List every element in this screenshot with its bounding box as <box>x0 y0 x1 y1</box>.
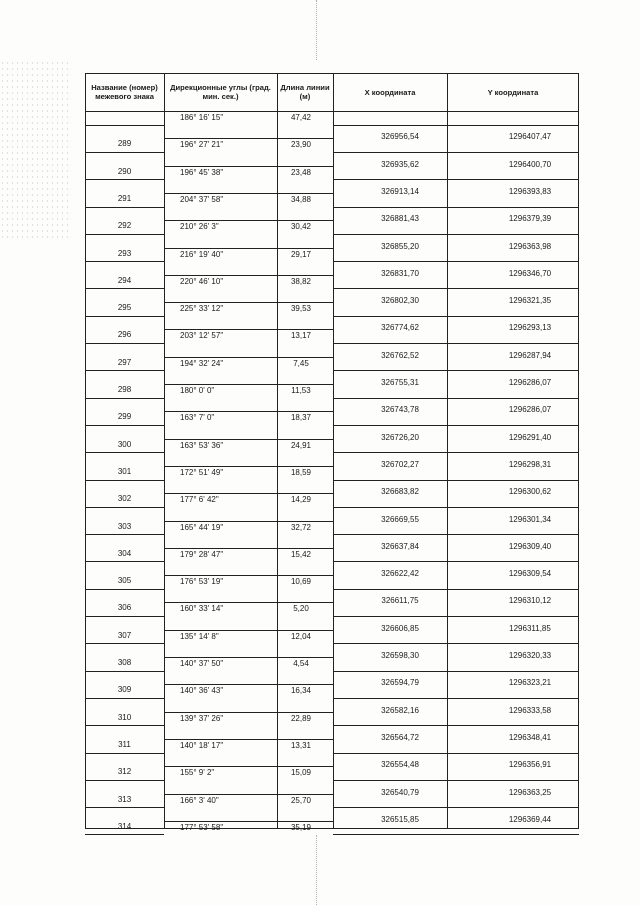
coordinate-divider <box>333 370 579 371</box>
segment-divider <box>164 411 333 412</box>
segment-divider <box>164 821 333 822</box>
segment-divider <box>164 712 333 713</box>
point-name-cell: 308 <box>117 658 132 667</box>
x-coordinate-cell: 326611,75 <box>381 596 419 606</box>
point-name-cell: 297 <box>117 357 132 367</box>
point-divider <box>85 152 164 153</box>
point-name-cell: 312 <box>117 767 132 777</box>
point-name-cell: 307 <box>117 630 132 640</box>
segment-divider <box>164 521 333 522</box>
line-length-cell: 5,20 <box>293 604 309 614</box>
line-length-cell: 25,70 <box>290 795 312 805</box>
point-name-cell: 295 <box>117 303 132 313</box>
direction-angle-cell: 139° 37' 26" <box>180 713 224 723</box>
x-coordinate-cell: 326622,42 <box>381 569 419 579</box>
point-divider <box>85 452 164 453</box>
y-coordinate-cell: 1296321,35 <box>508 296 552 306</box>
point-name-cell: 313 <box>117 794 132 804</box>
header-divider <box>85 111 579 112</box>
point-name-cell: 294 <box>117 275 132 285</box>
segment-divider <box>164 493 333 494</box>
coordinate-divider <box>333 834 579 835</box>
x-coordinate-cell: 326669,55 <box>381 514 419 524</box>
coordinate-divider <box>333 616 579 617</box>
x-coordinate-cell: 326637,84 <box>381 541 419 551</box>
line-length-cell: 15,09 <box>290 768 312 778</box>
point-name-cell: 304 <box>117 548 132 558</box>
direction-angle-cell: 140° 37' 50" <box>180 659 224 668</box>
point-name-cell: 292 <box>117 221 132 231</box>
y-coordinate-cell: 1296323,21 <box>508 678 552 688</box>
point-divider <box>85 480 164 481</box>
y-coordinate-cell: 1296363,25 <box>508 787 552 797</box>
x-coordinate-cell: 326881,43 <box>381 214 419 224</box>
point-divider <box>85 179 164 180</box>
segment-divider <box>164 630 333 631</box>
y-coordinate-cell: 1296320,33 <box>508 651 552 660</box>
coordinate-divider <box>333 534 579 535</box>
line-length-cell: 35,19 <box>290 822 312 832</box>
y-coordinate-cell: 1296311,85 <box>509 623 551 633</box>
point-name-cell: 291 <box>117 193 132 203</box>
line-length-cell: 38,82 <box>290 276 312 286</box>
y-coordinate-cell: 1296369,44 <box>508 814 552 824</box>
x-coordinate-cell: 326855,20 <box>381 241 419 251</box>
y-coordinate-cell: 1296407,47 <box>508 132 552 142</box>
direction-angle-cell: 177° 53' 58" <box>180 822 224 832</box>
segment-divider <box>164 466 333 467</box>
point-name-cell: 305 <box>117 576 132 586</box>
point-name-cell: 310 <box>117 712 132 722</box>
point-divider <box>85 561 164 562</box>
direction-angle-cell: 186° 16' 15" <box>180 113 224 122</box>
segment-divider <box>164 657 333 658</box>
segment-divider <box>164 166 333 167</box>
point-divider <box>85 589 164 590</box>
point-divider <box>85 207 164 208</box>
y-coordinate-cell: 1296301,34 <box>508 514 552 524</box>
coordinate-divider <box>333 753 579 754</box>
point-divider <box>85 425 164 426</box>
line-length-cell: 47,42 <box>290 113 312 122</box>
coordinate-divider <box>333 288 579 289</box>
line-length-cell: 14,29 <box>290 495 312 505</box>
coordinate-divider <box>333 425 579 426</box>
header-name: Название (номер) межевого знака <box>91 83 158 101</box>
x-coordinate-cell: 326606,85 <box>381 623 419 633</box>
x-coordinate-cell: 326913,14 <box>381 186 419 196</box>
direction-angle-cell: 204° 37' 58" <box>180 194 224 204</box>
x-coordinate-cell: 326935,62 <box>381 159 419 169</box>
coordinate-divider <box>333 480 579 481</box>
y-coordinate-cell: 1296393,83 <box>508 186 552 196</box>
coordinate-divider <box>333 561 579 562</box>
point-divider <box>85 316 164 317</box>
line-length-cell: 23,48 <box>290 167 312 177</box>
y-coordinate-cell: 1296363,98 <box>508 241 552 251</box>
point-name-cell: 300 <box>117 439 132 449</box>
x-coordinate-cell: 326582,16 <box>381 705 419 715</box>
segment-divider <box>164 602 333 603</box>
segment-divider <box>164 766 333 767</box>
segment-divider <box>164 439 333 440</box>
direction-angle-cell: 177° 6' 42" <box>180 495 219 505</box>
direction-angle-cell: 140° 36' 43" <box>180 686 224 696</box>
point-name-cell: 298 <box>117 385 132 394</box>
coordinate-divider <box>333 698 579 699</box>
segment-divider <box>164 739 333 740</box>
header-x: X координата <box>364 87 416 97</box>
point-divider <box>85 780 164 781</box>
header-angle: Дирекционные углы (град. мин. сек.) <box>170 83 271 101</box>
y-coordinate-cell: 1296379,39 <box>508 214 552 224</box>
line-length-cell: 22,89 <box>290 713 312 723</box>
point-divider <box>85 288 164 289</box>
x-coordinate-cell: 326774,62 <box>381 323 419 333</box>
point-divider <box>85 671 164 672</box>
point-divider <box>85 643 164 644</box>
x-coordinate-cell: 326802,30 <box>381 296 419 306</box>
segment-divider <box>164 193 333 194</box>
line-length-cell: 18,59 <box>290 467 312 477</box>
segment-divider <box>164 302 333 303</box>
point-divider <box>85 725 164 726</box>
segment-divider <box>164 548 333 549</box>
direction-angle-cell: 172° 51' 49" <box>180 467 224 477</box>
direction-angle-cell: 210° 26' 3" <box>180 222 219 232</box>
coordinate-divider <box>333 234 579 235</box>
direction-angle-cell: 180° 0' 0" <box>180 386 215 395</box>
point-divider <box>85 753 164 754</box>
line-length-cell: 13,31 <box>290 740 312 750</box>
line-length-cell: 15,42 <box>290 549 312 559</box>
coordinate-divider <box>333 507 579 508</box>
direction-angle-cell: 194° 32' 24" <box>180 358 224 368</box>
y-coordinate-cell: 1296333,58 <box>508 705 552 715</box>
coordinate-divider <box>333 179 579 180</box>
y-coordinate-cell: 1296348,41 <box>508 732 552 742</box>
point-name-cell: 311 <box>118 739 131 749</box>
direction-angle-cell: 220° 46' 10" <box>180 276 224 286</box>
point-name-cell: 301 <box>117 466 132 476</box>
x-coordinate-cell: 326755,31 <box>381 378 419 387</box>
point-divider <box>85 125 164 126</box>
y-coordinate-cell: 1296286,07 <box>508 378 552 387</box>
y-coordinate-cell: 1296293,13 <box>508 323 552 333</box>
direction-angle-cell: 225° 33' 12" <box>180 304 224 314</box>
direction-angle-cell: 165° 44' 19" <box>180 522 224 532</box>
direction-angle-cell: 160° 33' 14" <box>180 604 224 614</box>
y-coordinate-cell: 1296300,62 <box>508 487 552 497</box>
y-coordinate-cell: 1296286,07 <box>508 405 552 415</box>
line-length-cell: 13,17 <box>290 331 312 341</box>
point-divider <box>85 834 164 835</box>
direction-angle-cell: 176° 53' 19" <box>180 577 224 587</box>
y-coordinate-cell: 1296310,12 <box>508 596 552 606</box>
direction-angle-cell: 179° 28' 47" <box>180 549 224 559</box>
x-coordinate-cell: 326598,30 <box>381 651 419 660</box>
coordinate-divider <box>333 316 579 317</box>
y-coordinate-cell: 1296309,40 <box>508 541 552 551</box>
x-coordinate-cell: 326743,78 <box>381 405 419 415</box>
line-length-cell: 11,53 <box>291 386 311 395</box>
line-length-cell: 7,45 <box>293 358 309 368</box>
point-divider <box>85 807 164 808</box>
x-coordinate-cell: 326683,82 <box>381 487 419 497</box>
coordinate-divider <box>333 125 579 126</box>
line-length-cell: 34,88 <box>290 194 312 204</box>
line-length-cell: 32,72 <box>290 522 312 532</box>
line-length-cell: 24,91 <box>290 440 312 450</box>
direction-angle-cell: 203° 12' 57" <box>180 331 224 341</box>
scan-fold-line <box>316 835 317 905</box>
direction-angle-cell: 196° 45' 38" <box>180 167 224 177</box>
point-name-cell: 314 <box>117 821 132 831</box>
point-name-cell: 293 <box>117 248 132 258</box>
line-length-cell: 10,69 <box>290 577 312 587</box>
scan-noise <box>0 60 72 240</box>
x-coordinate-cell: 326515,85 <box>381 814 419 824</box>
point-name-cell: 290 <box>117 166 132 176</box>
point-divider <box>85 534 164 535</box>
x-coordinate-cell: 326956,54 <box>381 132 419 142</box>
direction-angle-cell: 163° 53' 36" <box>180 440 224 450</box>
y-coordinate-cell: 1296356,91 <box>508 760 552 770</box>
y-coordinate-cell: 1296291,40 <box>508 432 552 442</box>
point-name-cell: 303 <box>117 521 132 531</box>
scan-fold-line <box>316 0 317 60</box>
coordinate-divider <box>333 807 579 808</box>
point-divider <box>85 234 164 235</box>
boundary-coordinates-table <box>85 73 579 832</box>
point-name-cell: 302 <box>117 494 132 504</box>
coordinate-divider <box>333 207 579 208</box>
x-coordinate-cell: 326726,20 <box>381 432 419 442</box>
line-length-cell: 4,54 <box>293 659 309 668</box>
direction-angle-cell: 135° 14' 8" <box>180 631 219 641</box>
column-divider <box>164 73 165 829</box>
x-coordinate-cell: 326540,79 <box>381 787 419 797</box>
segment-divider <box>164 357 333 358</box>
y-coordinate-cell: 1296346,70 <box>508 268 552 278</box>
segment-divider <box>164 248 333 249</box>
point-divider <box>85 398 164 399</box>
direction-angle-cell: 196° 27' 21" <box>180 140 224 150</box>
coordinate-divider <box>333 152 579 153</box>
segment-divider <box>164 794 333 795</box>
point-name-cell: 309 <box>117 685 132 695</box>
coordinate-divider <box>333 398 579 399</box>
header-y: Y координата <box>487 87 539 97</box>
coordinate-divider <box>333 671 579 672</box>
point-name-cell: 306 <box>117 603 132 613</box>
direction-angle-cell: 155° 9' 2" <box>180 768 215 778</box>
point-divider <box>85 507 164 508</box>
x-coordinate-cell: 326564,72 <box>381 732 419 742</box>
line-length-cell: 29,17 <box>290 249 312 259</box>
x-coordinate-cell: 326702,27 <box>381 459 419 469</box>
direction-angle-cell: 166° 3' 40" <box>180 795 219 805</box>
column-divider <box>447 73 448 829</box>
line-length-cell: 39,53 <box>290 304 312 314</box>
point-name-cell: 296 <box>117 330 132 340</box>
direction-angle-cell: 216° 19' 40" <box>180 249 224 259</box>
point-divider <box>85 343 164 344</box>
line-length-cell: 12,04 <box>290 631 312 641</box>
segment-divider <box>164 684 333 685</box>
direction-angle-cell: 163° 7' 0" <box>180 413 215 423</box>
point-divider <box>85 261 164 262</box>
coordinate-divider <box>333 725 579 726</box>
header-length: Длина линии (м) <box>280 83 330 101</box>
line-length-cell: 23,90 <box>290 140 312 150</box>
coordinate-divider <box>333 261 579 262</box>
segment-divider <box>164 575 333 576</box>
line-length-cell: 18,37 <box>290 413 312 423</box>
coordinate-divider <box>333 643 579 644</box>
coordinate-divider <box>333 452 579 453</box>
coordinate-divider <box>333 343 579 344</box>
direction-angle-cell: 140° 18' 17" <box>180 740 224 750</box>
point-name-cell: 299 <box>117 412 132 422</box>
line-length-cell: 16,34 <box>290 686 312 696</box>
x-coordinate-cell: 326554,48 <box>381 760 419 770</box>
line-length-cell: 30,42 <box>290 222 312 232</box>
segment-divider <box>164 384 333 385</box>
column-divider <box>333 73 334 829</box>
point-divider <box>85 698 164 699</box>
coordinate-divider <box>333 589 579 590</box>
point-name-cell: 289 <box>117 139 132 149</box>
x-coordinate-cell: 326762,52 <box>381 350 419 360</box>
segment-divider <box>164 138 333 139</box>
segment-divider <box>164 275 333 276</box>
y-coordinate-cell: 1296400,70 <box>508 159 552 169</box>
point-divider <box>85 616 164 617</box>
x-coordinate-cell: 326594,79 <box>381 678 419 688</box>
x-coordinate-cell: 326831,70 <box>381 268 419 278</box>
y-coordinate-cell: 1296309,54 <box>508 569 552 579</box>
y-coordinate-cell: 1296298,31 <box>508 459 552 469</box>
coordinate-divider <box>333 780 579 781</box>
point-divider <box>85 370 164 371</box>
y-coordinate-cell: 1296287,94 <box>508 350 552 360</box>
segment-divider <box>164 329 333 330</box>
segment-divider <box>164 220 333 221</box>
